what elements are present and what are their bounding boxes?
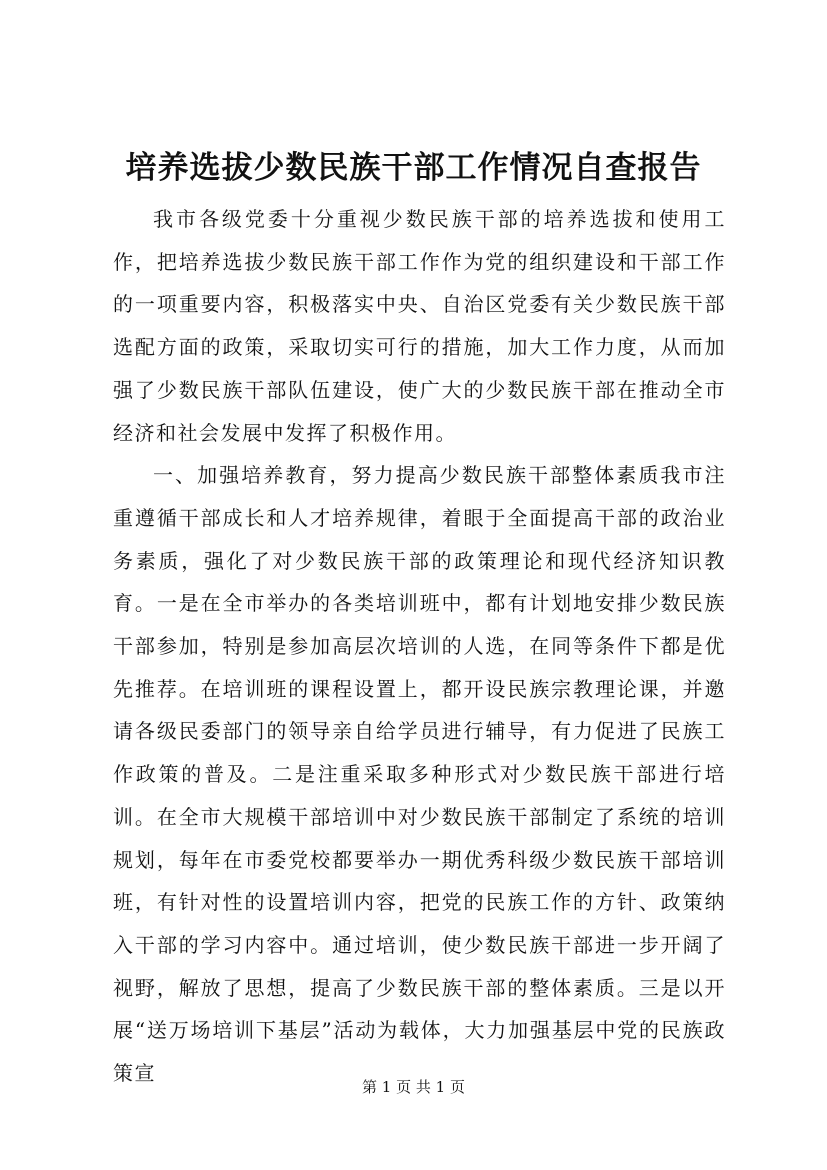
section-one-paragraph: 一、加强培养教育，努力提高少数民族干部整体素质我市注重遵循干部成长和人才培养规律，着眼于全面提高干部的政治业务素质，强化了对少数民族干部的政策理论和现代经济知识教育。一是在全市举办的各类培训班中，都有计划地安排少数民族干部参加，特别是参加高层次培训的人选，在同等条件下都是优先推荐。在培训班的课程设置上，都开设民族宗教理论课，并邀请各级民委部门的领导亲自给学员进行辅导，有力促进了民族工作政策的普及。二是注重采取多种形式对少数民族干部进行培训。在全市大规模干部培训中对少数民族干部制定了系统的培训规划，每年在市委党校都要举办一期优秀科级少数民族干部培训班，有针对性的设置培训内容，把党的民族工作的方针、政策纳入干部的学习内容中。通过培训，使少数民族干部进一步开阔了视野，解放了思想，提高了少数民族干部的整体素质。三是以开展“送万场培训下基层”活动为载体，大力加强基层中党的民族政策宣 (113, 463, 726, 1086)
intro-paragraph: 我市各级党委十分重视少数民族干部的培养选拔和使用工作，把培养选拔少数民族干部工作作为党的组织建设和干部工作的一项重要内容，积极落实中央、自治区党委有关少数民族干部选配方面的政策，采取切实可行的措施，加大工作力度，从而加强了少数民族干部队伍建设，使广大的少数民族干部在推动全市经济和社会发展中发挥了积极作用。 (113, 207, 726, 445)
document-body (113, 198, 726, 1095)
page-footer: 第 1 页 共 1 页 (362, 1078, 465, 1096)
document-title: 培养选拔少数民族干部工作情况自查报告 (125, 150, 702, 186)
